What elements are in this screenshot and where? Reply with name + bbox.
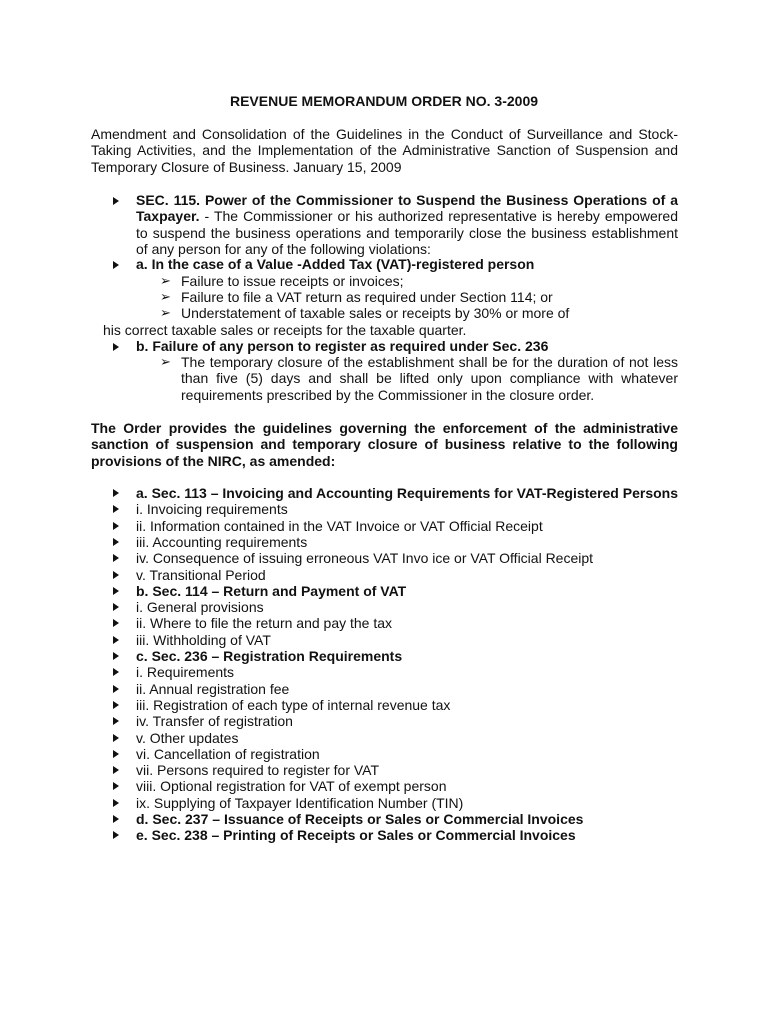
sub-item-a-3: Understatement of taxable sales or receipts by 30% or more of: [181, 305, 570, 321]
bullet-arrow-icon: [113, 762, 121, 772]
sub-item-b: The temporary closure of the establishment shall be for the duration of not less than five (5) days and shall be lifted only upon compliance with whatever requirements prescribed by the Commissioner in the closure order.: [181, 354, 678, 403]
sub-item-a-2: Failure to file a VAT return as required under Section 114; or: [181, 289, 553, 305]
sub-item-a-1: Failure to issue receipts or invoices;: [181, 273, 404, 289]
bullet-arrow-icon: [113, 713, 121, 723]
provision-item: v. Other updates: [136, 729, 239, 746]
provision-item: iii. Accounting requirements: [136, 533, 308, 550]
bullet-arrow-icon: [113, 648, 121, 658]
provision-heading: d. Sec. 237 – Issuance of Receipts or Sales or Commercial Invoices: [136, 811, 584, 827]
bullet-arrow-icon: [113, 534, 121, 544]
bullet-arrow-icon: [113, 730, 121, 740]
bullet-arrow-icon: [113, 827, 121, 837]
item-b-heading: b. Failure of any person to register as required under Sec. 236: [136, 338, 549, 354]
sec115-paragraph: [136, 192, 678, 258]
bullet-arrow-icon: [113, 567, 121, 577]
bullet-arrow-icon: [113, 778, 121, 788]
order-paragraph: The Order provides the guidelines governing the enforcement of the administrative sanction of suspension and temporary closure of business relative to the following provisions of the NIRC, as amended:: [91, 420, 678, 469]
provision-heading: a. Sec. 113 – Invoicing and Accounting Requirements for VAT-Registered Persons: [136, 485, 678, 501]
bullet-arrow-icon: [113, 599, 121, 609]
bullet-arrow-icon: [113, 795, 121, 805]
bullet-arrow-icon: [113, 697, 121, 707]
bullet-arrow-icon: [113, 550, 121, 560]
provision-item: iii. Registration of each type of internal revenue tax: [136, 696, 451, 713]
bullet-arrow-icon: [113, 632, 121, 642]
provision-item: iv. Consequence of issuing erroneous VAT Invo ice or VAT Official Receipt: [136, 550, 594, 567]
provision-item: i. Requirements: [136, 664, 235, 681]
bullet-arrow-icon: [113, 260, 121, 270]
provision-item: vi. Cancellation of registration: [136, 745, 320, 762]
bullet-arrow-icon: [113, 664, 121, 674]
sub-item-a-3-continuation: his correct taxable sales or receipts for the taxable quarter.: [103, 322, 467, 338]
provision-item: v. Transitional Period: [136, 566, 266, 583]
provision-item: ii. Information contained in the VAT Invoice or VAT Official Receipt: [136, 517, 543, 534]
provision-heading: e. Sec. 238 – Printing of Receipts or Sales or Commercial Invoices: [136, 827, 576, 844]
document-title: REVENUE MEMORANDUM ORDER NO. 3-2009: [229, 93, 539, 109]
provision-item: ii. Where to file the return and pay the tax: [136, 615, 393, 632]
bullet-arrow-icon: [113, 518, 121, 528]
provision-item: ix. Supplying of Taxpayer Identification Number (TIN): [136, 794, 464, 811]
bullet-arrow-icon: [113, 501, 121, 511]
provision-item: ii. Annual registration fee: [136, 680, 290, 697]
bullet-arrow-icon: [113, 615, 121, 625]
bullet-arrow-icon: [113, 485, 121, 495]
provision-item: vii. Persons required to register for VAT: [136, 762, 380, 779]
sec115-text: - The Commissioner or his authorized representative is hereby empowered to suspend the business operations and temporarily close the business establishment of any person for any of the following violations:: [136, 208, 678, 258]
item-a-heading: a. In the case of a Value -Added Tax (VAT)-registered person: [136, 256, 535, 272]
sub-bullet-arrow-icon: ➢: [160, 305, 171, 320]
bullet-arrow-icon: [113, 681, 121, 691]
bullet-arrow-icon: [113, 342, 121, 352]
bullet-arrow-icon: [113, 811, 121, 821]
intro-paragraph: Amendment and Consolidation of the Guidelines in the Conduct of Surveillance and Stock-Taking Activities, and the Implementation of the Administrative Sanction of Suspension and Temporary Closure of Business. January 15, 2009: [91, 126, 678, 175]
sec115-heading: SEC. 115. Power of the Commissioner to Suspend the Business Operations of a Taxpayer.: [136, 192, 678, 225]
bullet-arrow-icon: [113, 746, 121, 756]
bullet-arrow-icon: [113, 196, 121, 206]
sub-bullet-arrow-icon: ➢: [160, 354, 171, 369]
provision-heading: c. Sec. 236 – Registration Requirements: [136, 648, 403, 664]
sub-bullet-arrow-icon: ➢: [160, 273, 171, 288]
provision-item: viii. Optional registration for VAT of exempt person: [136, 778, 447, 795]
provision-item: i. General provisions: [136, 599, 264, 616]
sub-bullet-arrow-icon: ➢: [160, 289, 171, 304]
provision-item: iv. Transfer of registration: [136, 713, 293, 730]
provision-heading: b. Sec. 114 – Return and Payment of VAT: [136, 582, 407, 599]
provision-item: i. Invoicing requirements: [136, 501, 288, 518]
provision-item: iii. Withholding of VAT: [136, 631, 271, 648]
bullet-arrow-icon: [113, 583, 121, 593]
